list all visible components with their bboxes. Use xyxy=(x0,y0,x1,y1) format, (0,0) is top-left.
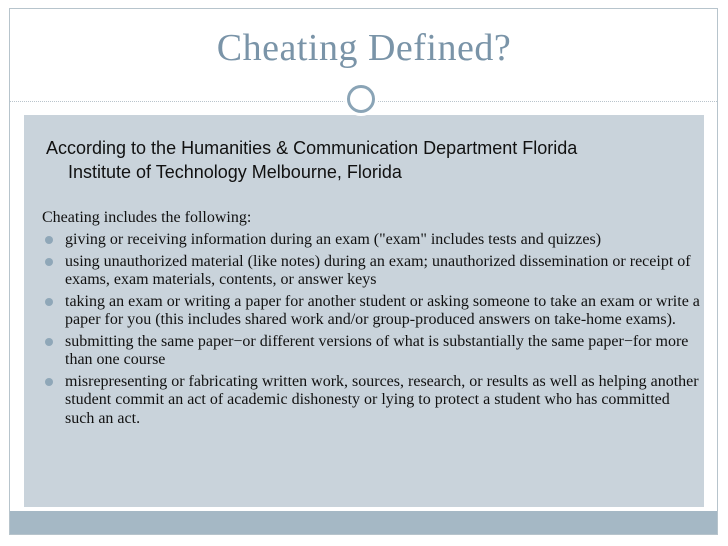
intro-line-1: According to the Humanities & Communication Department Florida xyxy=(46,138,578,158)
list-item xyxy=(42,253,702,290)
circle-ornament-icon xyxy=(344,82,378,116)
bullet-dot-icon xyxy=(45,258,53,266)
bullet-list xyxy=(42,231,702,431)
bullet-text: using unauthorized material (like notes) during an exam; unauthorized dissemination or receipt of exams, exam materials, contents, or answer keys xyxy=(65,252,691,288)
list-item xyxy=(42,333,702,370)
bullet-text: misrepresenting or fabricating written work, sources, research, or results as well as helping another student commit an act of academic dishonesty or lying to protect a student who has committed such an act. xyxy=(65,372,699,427)
bullet-text: taking an exam or writing a paper for another student or asking someone to take an exam or write a paper for you (this includes shared work and/or group-produced answers on take-home exams). xyxy=(65,292,700,328)
lead-text: Cheating includes the following: xyxy=(42,209,252,226)
list-item xyxy=(42,231,702,250)
circle-ornament-ring xyxy=(347,85,375,113)
intro-text xyxy=(46,136,676,184)
bullet-dot-icon xyxy=(45,378,53,386)
intro-line-2: Institute of Technology Melbourne, Florida xyxy=(68,162,402,182)
bullet-dot-icon xyxy=(45,298,53,306)
list-item xyxy=(42,293,702,330)
bullet-dot-icon xyxy=(45,338,53,346)
bullet-dot-icon xyxy=(45,236,53,244)
list-item xyxy=(42,373,702,429)
slide-title-text: Cheating Defined? xyxy=(216,27,512,69)
bullet-text: submitting the same paper−or different versions of what is substantially the same paper−for more than one course xyxy=(65,332,689,368)
bullet-text: giving or receiving information during an exam ("exam" includes tests and quizzes) xyxy=(65,231,602,248)
slide-title xyxy=(0,26,728,70)
